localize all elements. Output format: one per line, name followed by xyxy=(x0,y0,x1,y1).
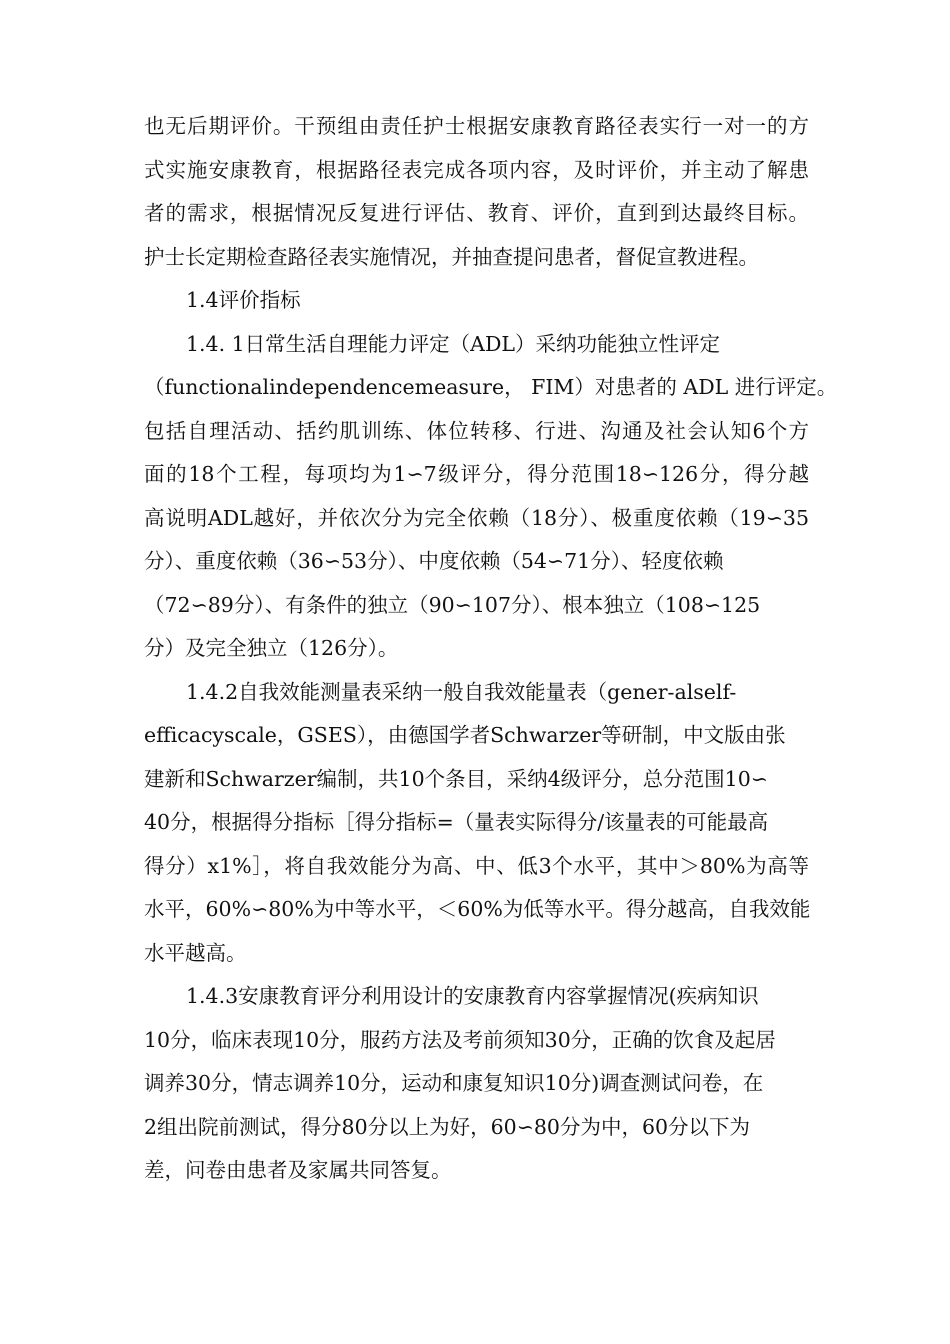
paragraph-line: 10分，临床表现10分，服药方法及考前须知30分，正确的饮食及起居 xyxy=(144,1027,776,1052)
paragraph-line: 调养30分，情志调养10分，运动和康复知识10分)调查测试问卷，在 xyxy=(144,1071,764,1095)
paragraph-line: 得分）x1%］，将自我效能分为高、中、低3个水平，其中＞80%为高等 xyxy=(144,853,809,878)
subsection-heading: 1.4.2自我效能测量表采纳一般自我效能量表（gener-alself- xyxy=(186,679,737,704)
paragraph-line: （72∽89分）、有条件的独立（90∽107分）、根本独立（108∽125 xyxy=(144,592,761,617)
paragraph-line: 建新和Schwarzer编制，共10个条目，采纳4级评分，总分范围10∽ xyxy=(144,766,768,791)
subsection-heading: 1.4.3安康教育评分利用设计的安康教育内容掌握情况(疾病知识 xyxy=(186,984,759,1008)
paragraph-line: 也无后期评价。干预组由责任护士根据安康教育路径表实行一对一的方 xyxy=(144,114,809,138)
paragraph-line: 分）、重度依赖（36∽53分）、中度依赖（54∽71分）、轻度依赖 xyxy=(144,549,724,573)
paragraph-line: 水平，60%∽80%为中等水平，＜60%为低等水平。得分越高，自我效能 xyxy=(144,897,811,921)
paragraph-line: 包括自理活动、括约肌训练、体位转移、行进、沟通及社会认知6个方 xyxy=(144,418,809,443)
paragraph-line: 40分，根据得分指标［得分指标=（量表实际得分/该量表的可能最高 xyxy=(144,810,769,834)
subsection-heading: 1.4. 1日常生活自理能力评定（ADL）采纳功能独立性评定 xyxy=(186,331,721,356)
paragraph-line: 者的需求，根据情况反复进行评估、教育、评价，直到到达最终目标。 xyxy=(144,201,809,225)
paragraph-line: 护士长定期检查路径表实施情况，并抽查提问患者，督促宣教进程。 xyxy=(144,244,759,269)
paragraph-line: 差，问卷由患者及家属共同答复。 xyxy=(144,1158,452,1182)
paragraph-line: efficacyscale，GSES），由德国学者Schwarzer等研制，中文版由张 xyxy=(144,723,786,747)
paragraph-line: 水平越高。 xyxy=(144,940,247,965)
paragraph-line: 式实施安康教育，根据路径表完成各项内容，及时评价，并主动了解患 xyxy=(144,157,809,182)
body-text xyxy=(144,105,838,1193)
paragraph-line: 高说明ADL越好，并依次分为完全依赖（18分）、极重度依赖（19∽35 xyxy=(144,505,809,530)
paragraph-line: 2组出院前测试，得分80分以上为好，60∽80分为中，60分以下为 xyxy=(144,1114,751,1139)
paragraph-line: 分）及完全独立（126分）。 xyxy=(144,636,399,660)
paragraph-line: （functionalindependencemeasure， FIM）对患者的 ADL 进行评定。 xyxy=(144,375,838,399)
paragraph-line: 面的18个工程，每项均为1∽7级评分，得分范围18∽126分，得分越 xyxy=(144,462,809,486)
section-heading: 1.4评价指标 xyxy=(186,288,301,312)
